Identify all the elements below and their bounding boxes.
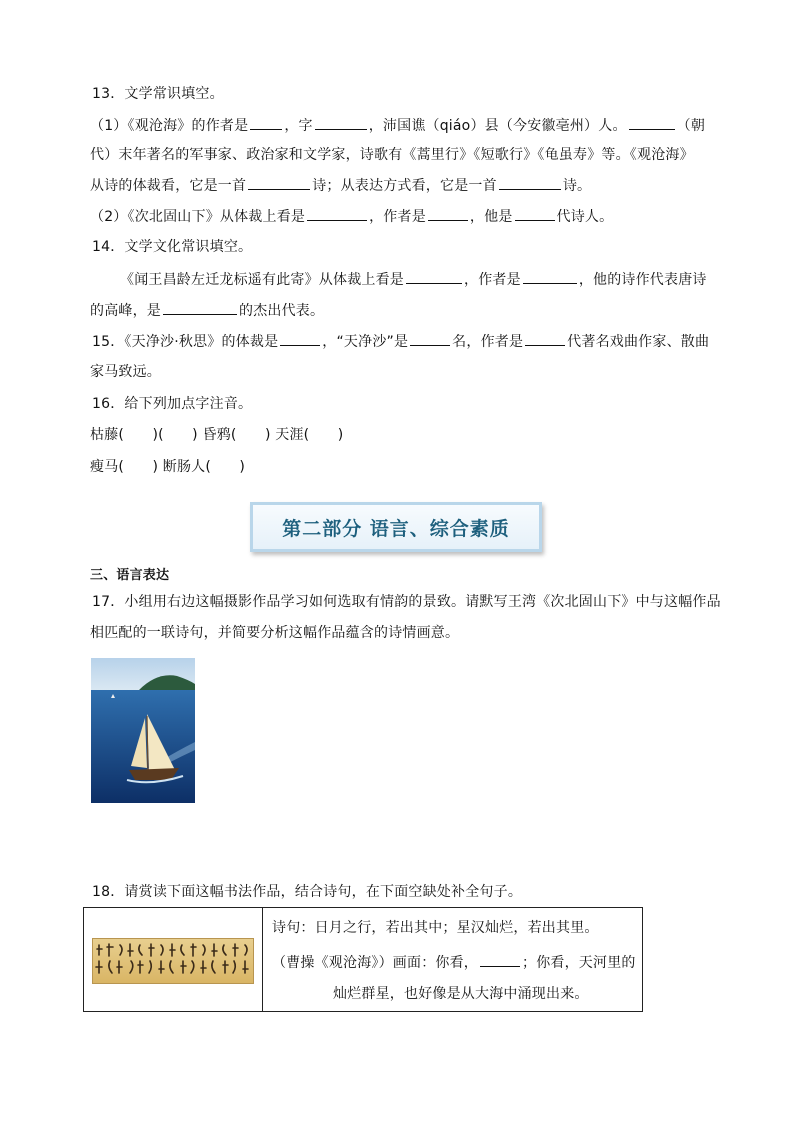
q18-verse: 诗句：日月之行，若出其中；星汉灿烂，若出其里。: [272, 920, 599, 936]
calligraphy-artwork: [92, 938, 254, 984]
q13-title: 13．文学常识填空。: [92, 86, 224, 102]
answer-blank[interactable]: [428, 206, 468, 221]
q15-line2: 家马致远。: [90, 364, 161, 380]
q13-line2: 代）末年著名的军事家、政治家和文学家，诗歌有《蒿里行》《短歌行》《龟虽寿》等。《观沧海》: [90, 147, 694, 163]
answer-blank[interactable]: [307, 206, 367, 221]
section-heading: 三、语言表达: [90, 568, 170, 583]
answer-blank[interactable]: [280, 331, 320, 346]
q13-line1: （1）《观沧海》的作者是 ，字 ，沛国谯（qiáo）县（今安徽亳州）人。 （朝: [90, 115, 705, 136]
answer-blank[interactable]: [406, 269, 462, 284]
calligraphy-cell: [84, 908, 263, 1011]
answer-blank[interactable]: [629, 115, 675, 130]
section-banner: [250, 502, 542, 552]
answer-blank[interactable]: [515, 206, 555, 221]
q18-title: 18．请赏读下面这幅书法作品，结合诗句，在下面空缺处补全句子。: [92, 884, 523, 900]
q14-title: 14．文学文化常识填空。: [92, 239, 253, 255]
banner-title: 第二部分 语言、综合素质: [282, 517, 510, 540]
answer-blank[interactable]: [248, 175, 310, 190]
answer-blank[interactable]: [163, 300, 237, 315]
q17-line1: 17．小组用右边这幅摄影作品学习如何选取有情韵的景致。请默写王湾《次北固山下》中与这幅作品: [92, 594, 721, 610]
answer-blank[interactable]: [523, 269, 577, 284]
q14-line2: 的高峰，是 的杰出代表。: [90, 300, 324, 321]
answer-blank[interactable]: [250, 115, 282, 130]
q16-title: 16．给下列加点字注音。: [92, 396, 253, 412]
answer-blank[interactable]: [499, 175, 561, 190]
q18-line3: 灿烂群星，也好像是从大海中涌现出来。: [333, 986, 589, 1002]
q14-line1: 《闻王昌龄左迁龙标遥有此寄》从体裁上看是 ，作者是 ，他的诗作代表唐诗: [120, 269, 707, 290]
q17-line2: 相匹配的一联诗句，并简要分析这幅作品蕴含的诗情画意。: [90, 625, 460, 641]
answer-blank[interactable]: [480, 952, 520, 967]
q16-line1: 枯藤( )( ) 昏鸦( ) 天涯( ): [90, 427, 344, 443]
answer-blank[interactable]: [315, 115, 367, 130]
q15-line1: 15．《天净沙·秋思》的体裁是 ，“天净沙”是 名，作者是 代著名戏曲作家、散曲: [92, 331, 709, 352]
calligraphy-table: [83, 907, 643, 1012]
q13-line3: 从诗的体裁看，它是一首 诗；从表达方式看，它是一首 诗。: [90, 175, 591, 196]
answer-blank[interactable]: [410, 331, 450, 346]
q18-line2: （曹操《观沧海》）画面：你看， ；你看，天河里的: [272, 952, 636, 973]
q16-line2: 瘦马( ) 断肠人( ): [90, 459, 246, 475]
q13-line4: （2）《次北固山下》从体裁上看是 ，作者是 ，他是 代诗人。: [90, 206, 613, 227]
answer-blank[interactable]: [525, 331, 565, 346]
sailboat-photo: [91, 658, 195, 803]
